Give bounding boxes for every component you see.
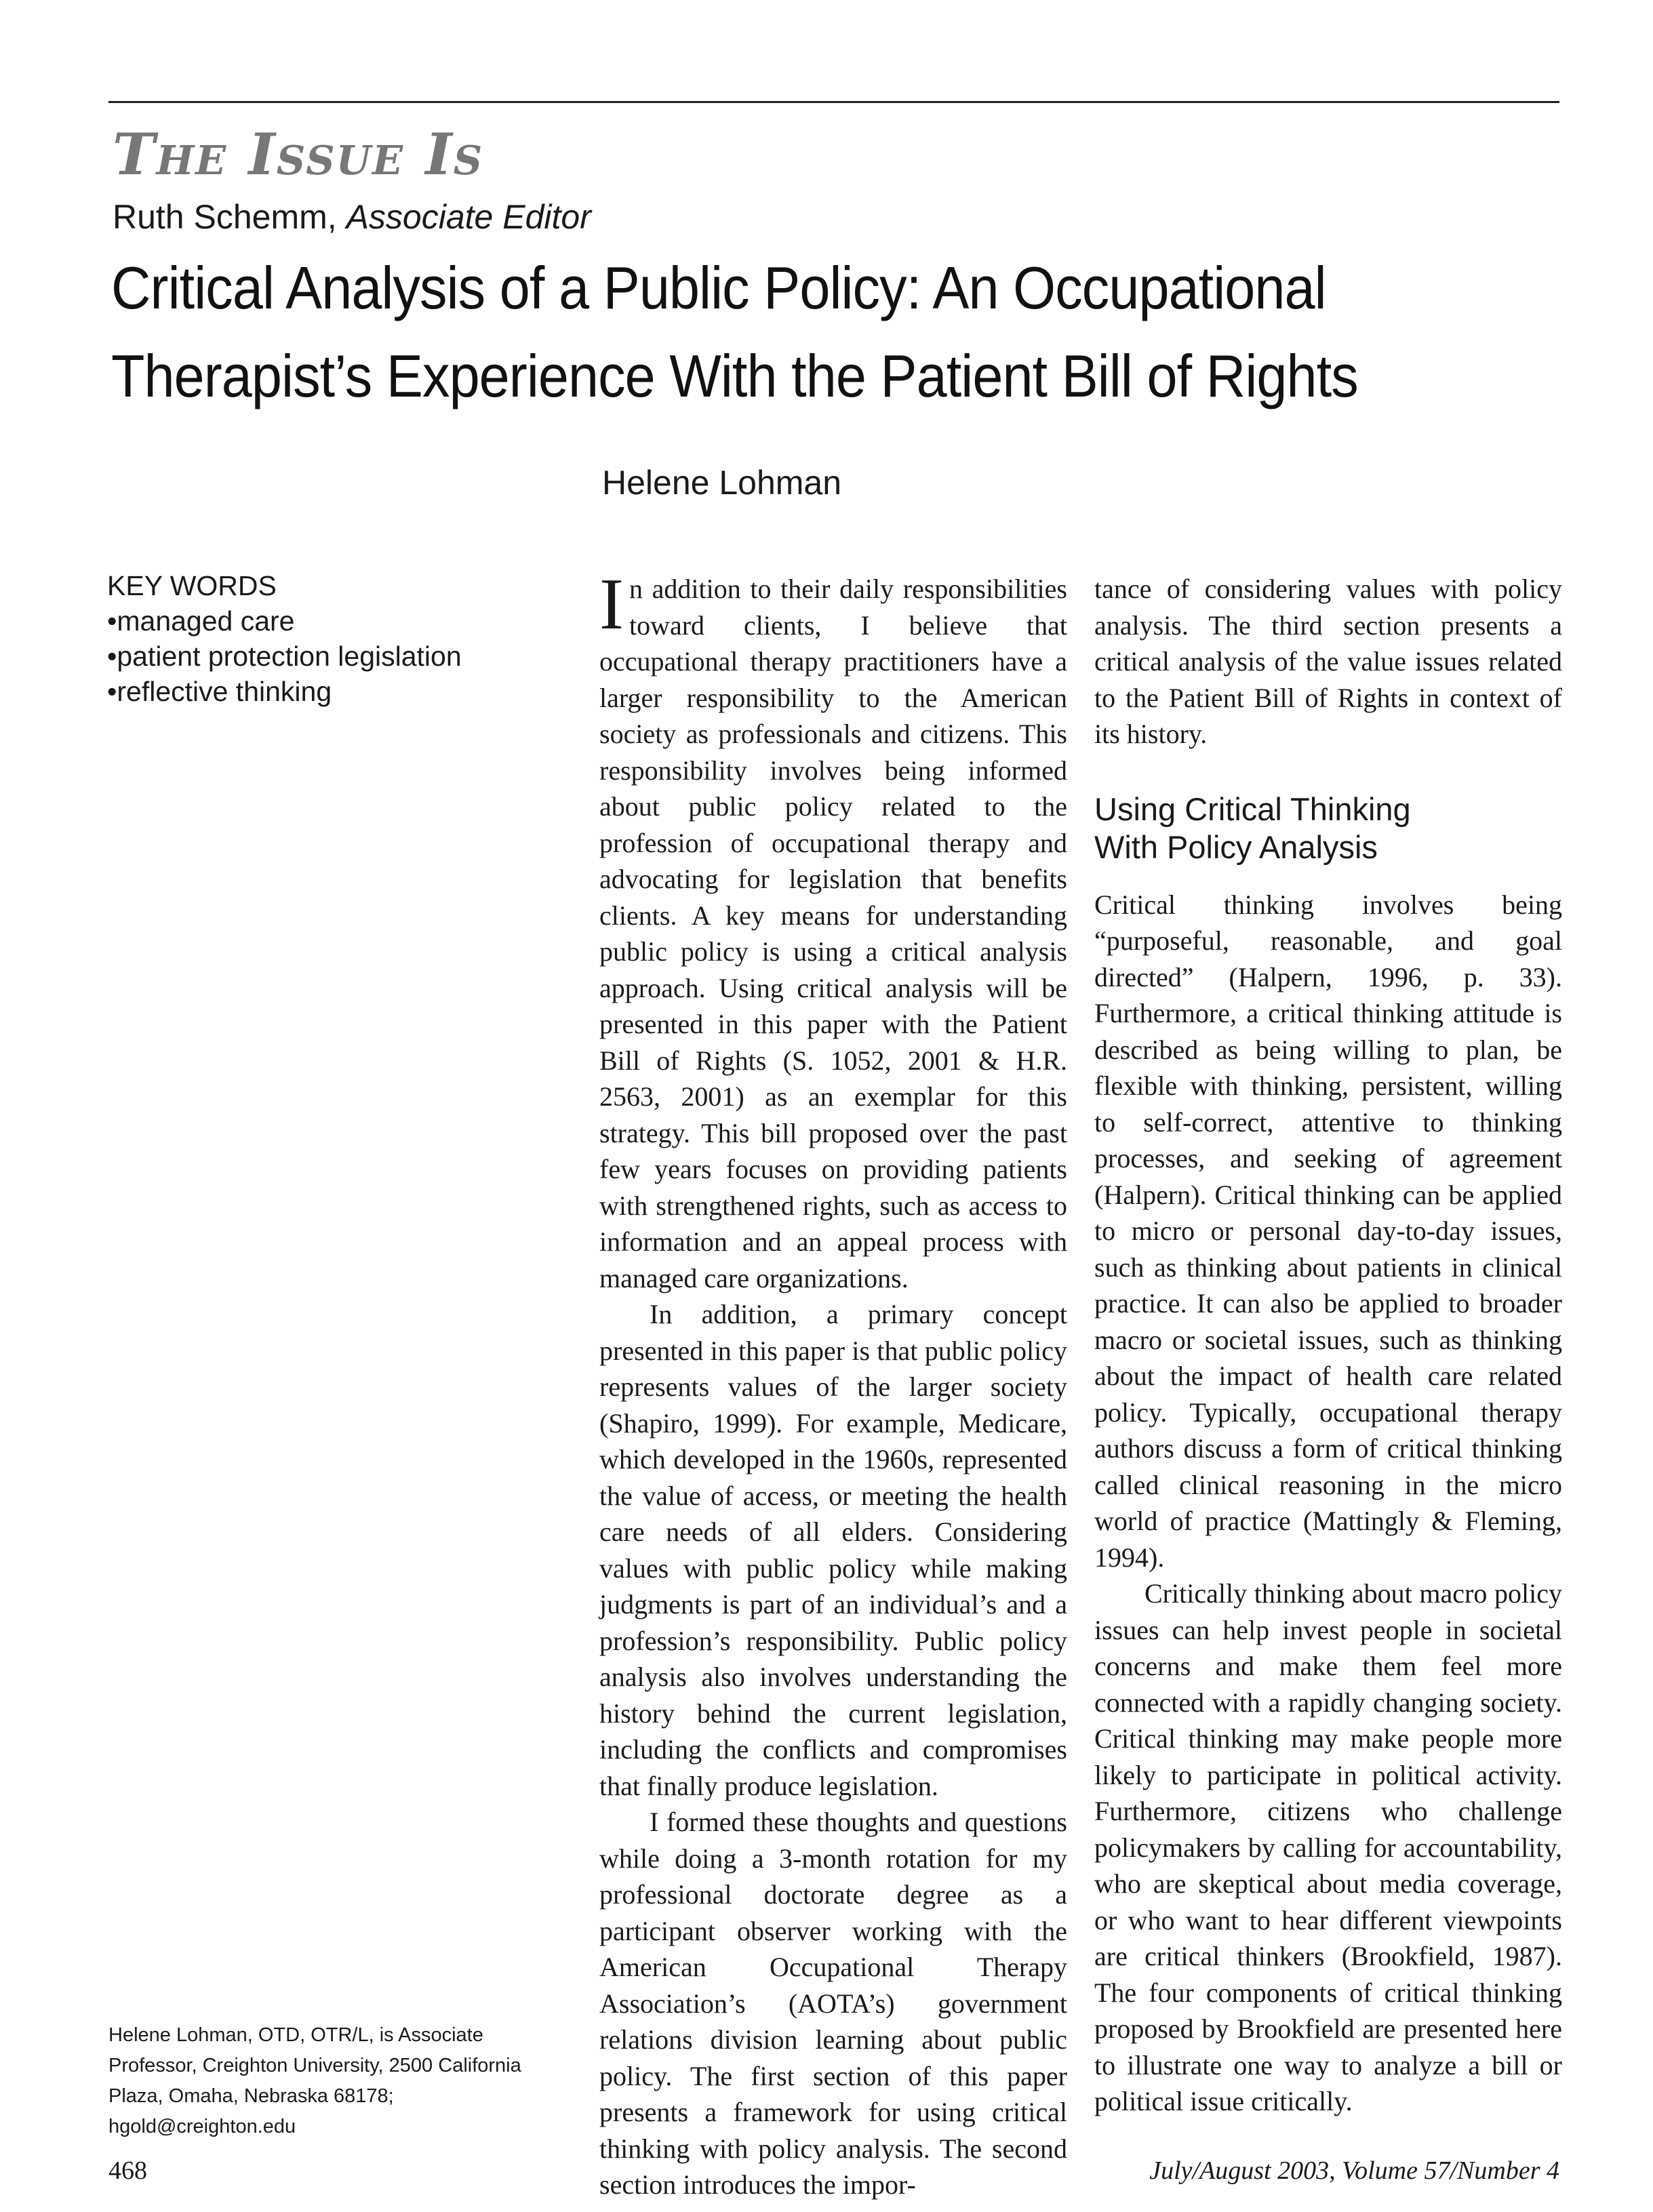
- keyword-item: • patient protection legislation: [107, 639, 462, 674]
- drop-cap: I: [599, 564, 624, 645]
- body-column-1: [599, 564, 1067, 2203]
- paragraph-text: n addition to their daily responsibilities toward clients, I believe that occupational therapy practitioners have a larger responsibility to the American society as professionals and citizens. This responsibility involves being informed about public policy related to the profession of occupational therapy and advocating for legislation that benefits clients. A key means for understanding public policy is using a critical analysis approach. Using critical analysis will be presented in this paper with the Patient Bill of Rights (S. 1052, 2001 & H.R. 2563, 2001) as an exemplar for this strategy. This bill proposed over the past few years focuses on providing patients with strengthened rights, such as access to information and an appeal process with managed care organizations.: [599, 574, 1067, 1293]
- page-number: 468: [108, 2156, 147, 2185]
- header-rule: [108, 101, 1559, 103]
- section-heading-line-1: Using Critical Thinking: [1094, 790, 1411, 827]
- editor-name: Ruth Schemm,: [113, 198, 346, 236]
- associate-editor: [113, 197, 591, 237]
- editor-role: Associate Editor: [346, 198, 591, 236]
- paragraph: tance of considering values with policy analysis. The third section presents a critical analysis of the value issues related to the Patient Bill of Rights in context of its history.: [1094, 574, 1562, 749]
- title-line-2: Therapist’s Experience With the Patient Bill of Rights: [111, 342, 1358, 409]
- paragraph: In addition, a primary concept presented in this paper is that public policy represents values of the larger society (Shapiro, 1999). For example, Medicare, which developed in the 1960s, represented the value of access, or meeting the health care needs of all elders. Considering values with public policy while making judgments is part of an individual’s and a profession’s responsibility. Public policy analysis also involves understanding the history behind the current legislation, including the conflicts and compromises that finally produce legislation.: [599, 1299, 1067, 1801]
- paragraph: Critical thinking involves being “purposeful, reasonable, and goal directed” (Halpern, 1996, p. 33). Furthermore, a critical thinking attitude is described as being willing to plan, be flexible with thinking, persistent, willing to self-correct, attentive to thinking processes, and seeking of agreement (Halpern). Critical thinking can be applied to micro or personal day-to-day issues, such as thinking about patients in clinical practice. It can also be applied to broader macro or societal issues, such as thinking about the impact of health care related policy. Typically, occupational therapy authors discuss a form of critical thinking called clinical reasoning in the micro world of practice (Mattingly & Fleming, 1994).: [1094, 889, 1562, 1573]
- section-label: The Issue Is: [113, 121, 484, 188]
- paragraph: [599, 564, 1067, 1296]
- body-column-2: [1094, 571, 1562, 2120]
- keywords-box: [107, 568, 462, 709]
- keywords-heading: KEY WORDS: [107, 570, 277, 601]
- paragraph: Critically thinking about macro policy issues can help invest people in societal concerns and make them feel more connected with a rapidly changing society. Critical thinking may make people more likely to participate in political activity. Furthermore, citizens who challenge policymakers by calling for accountability, who are skeptical about media coverage, or who want to hear different viewpoints are critical thinkers (Brookfield, 1987). The four components of critical thinking proposed by Brookfield are presented here to illustrate one way to analyze a bill or political issue critically.: [1094, 1578, 1562, 2116]
- section-heading: [1094, 790, 1562, 866]
- article-author: Helene Lohman: [602, 464, 842, 502]
- article-title: [111, 244, 1452, 420]
- keyword-item: • managed care: [107, 603, 462, 639]
- title-line-1: Critical Analysis of a Public Policy: An Occupational: [111, 254, 1326, 321]
- paragraph: I formed these thoughts and questions while doing a 3-month rotation for my professional doctorate degree as a participant observer working with the American Occupational Therapy Association’s (AOTA’s) government relations division learning about public policy. The first section of this paper presents a framework for using critical thinking with policy analysis. The second section introduces the impor-: [599, 1807, 1067, 2200]
- section-heading-line-2: With Policy Analysis: [1094, 828, 1378, 865]
- keywords-list: [107, 603, 462, 709]
- journal-issue: July/August 2003, Volume 57/Number 4: [1149, 2156, 1559, 2185]
- keyword-item: • reflective thinking: [107, 674, 462, 709]
- author-affiliation-note: Helene Lohman, OTD, OTR/L, is Associate Professor, Creighton University, 2500 California Plaza, Omaha, Nebraska 68178; hgold@creighton.edu: [108, 2024, 521, 2137]
